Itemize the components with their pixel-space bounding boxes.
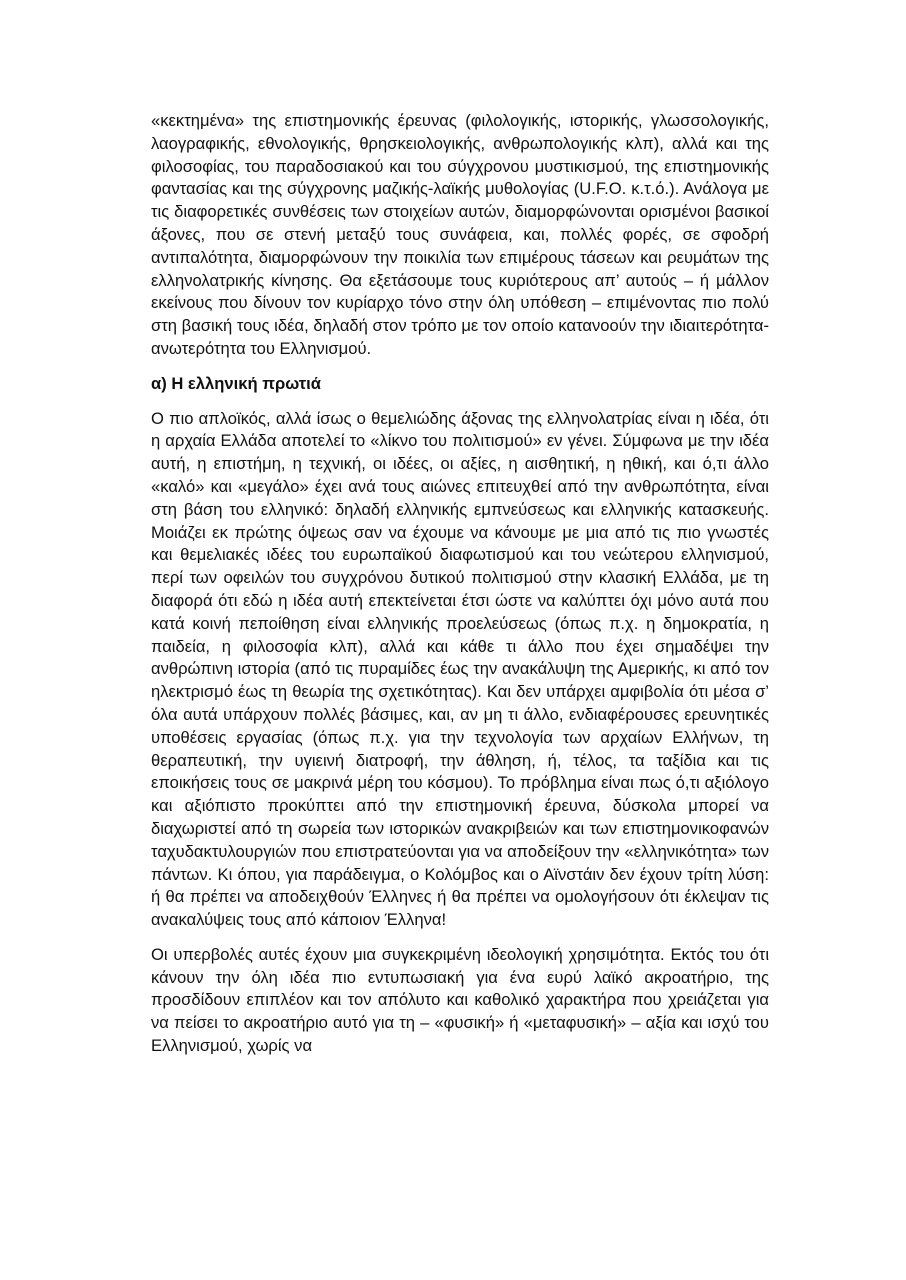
document-body — [151, 110, 769, 1058]
paragraph-2: Ο πιο απλοϊκός, αλλά ίσως ο θεμελιώδης άξονας της ελληνολατρίας είναι η ιδέα, ότι η αρχαία Ελλάδα αποτελεί το «λίκνο του πολιτισμού» εν γένει. Σύμφωνα με την ιδέα αυτή, η επιστήμη, η τεχνική, οι ιδέες, οι αξίες, η αισθητική, η ηθική, και ό,τι άλλο «καλό» και «μεγάλο» έχει ανά τους αιώνες επιτευχθεί από την ανθρωπότητα, είναι στη βάση του ελληνικό: δηλαδή ελληνικής εμπνεύσεως και ελληνικής κατασκευής. Μοιάζει εκ πρώτης όψεως σαν να έχουμε να κάνουμε με μια από τις πιο γνωστές και θεμελιακές ιδέες του ευρωπαϊκού διαφωτισμού και του νεώτερου ελληνισμού, περί των οφειλών του συγχρόνου δυτικού πολιτισμού στην κλασική Ελλάδα, με τη διαφορά ότι εδώ η ιδέα αυτή επεκτείνεται έτσι ώστε να καλύπτει όχι μόνο αυτά που κατά κοινή πεποίθηση είναι ελληνικής προελεύσεως (όπως π.χ. η δημοκρατία, η παιδεία, η φιλοσοφία κλπ), αλλά και κάθε τι άλλο που έχει σημαδέψει την ανθρώπινη ιστορία (από τις πυραμίδες έως την ανακάλυψη της Αμερικής, κι από τον ηλεκτρισμό έως τη θεωρία της σχετικότητας). Και δεν υπάρχει αμφιβολία ότι μέσα σ’ όλα αυτά υπάρχουν πολλές βάσιμες, και, αν μη τι άλλο, ενδιαφέρουσες ερευνητικές υποθέσεις εργασίας (όπως π.χ. για την τεχνολογία των αρχαίων Ελλήνων, τη θεραπευτική, την υγιεινή διατροφή, την άθληση, ή, τέλος, τα ταξίδια και τις εποικήσεις τους σε μακρινά μέρη του κόσμου). Το πρόβλημα είναι πως ό,τι αξιόλογο και αξιόπιστο προκύπτει από την επιστημονική έρευνα, δύσκολα μπορεί να διαχωριστεί από τη σωρεία των ιστορικών ανακριβειών και των επιστημονικοφανών ταχυδακτυλουργιών που επιστρατεύονται για να αποδείξουν την «ελληνικότητα» των πάντων. Κι όπου, για παράδειγμα, ο Κολόμβος και ο Αϊνστάιν δεν έχουν τρίτη λύση: ή θα πρέπει να αποδειχθούν Έλληνες ή θα πρέπει να ομολογήσουν ότι έκλεψαν τις ανακαλύψεις τους από κάποιον Έλληνα! — [151, 408, 769, 930]
paragraph-1: «κεκτημένα» της επιστημονικής έρευνας (φιλολογικής, ιστορικής, γλωσσολογικής, λαογραφικής, εθνολογικής, θρησκειολογικής, ανθρωπολογικής κλπ), αλλά και της φιλοσοφίας, του παραδοσιακού και του σύγχρονου μυστικισμού, της επιστημονικής φαντασίας και της σύγχρονης μαζικής-λαϊκής μυθολογίας (U.F.O. κ.τ.ό.). Ανάλογα με τις διαφορετικές συνθέσεις των στοιχείων αυτών, διαμορφώνονται ορισμένοι βασικοί άξονες, που σε στενή μεταξύ τους συνάφεια, και, πολλές φορές, σε σφοδρή αντιπαλότητα, διαμορφώνουν την ποικιλία των επιμέρους τάσεων και ρευμάτων της ελληνολατρικής κίνησης. Θα εξετάσουμε τους κυριότερους απ’ αυτούς – ή μάλλον εκείνους που δίνουν τον κυρίαρχο τόνο στην όλη υπόθεση – επιμένοντας πιο πολύ στη βασική τους ιδέα, δηλαδή στον τρόπο με τον οποίο κατανοούν την ιδιαιτερότητα-ανωτερότητα του Ελληνισμού. — [151, 111, 769, 358]
section-heading: α) Η ελληνική πρωτιά — [151, 373, 321, 393]
paragraph-3: Οι υπερβολές αυτές έχουν μια συγκεκριμένη ιδεολογική χρησιμότητα. Εκτός του ότι κάνουν την όλη ιδέα πιο εντυπωσιακή για ένα ευρύ λαϊκό ακροατήριο, της προσδίδουν επιπλέον και τον απόλυτο και καθολικό χαρακτήρα που χρειάζεται για να πείσει το ακροατήριο αυτό για τη – «φυσική» ή «μεταφυσική» – αξία και ισχύ του Ελληνισμού, χωρίς να — [151, 944, 769, 1056]
